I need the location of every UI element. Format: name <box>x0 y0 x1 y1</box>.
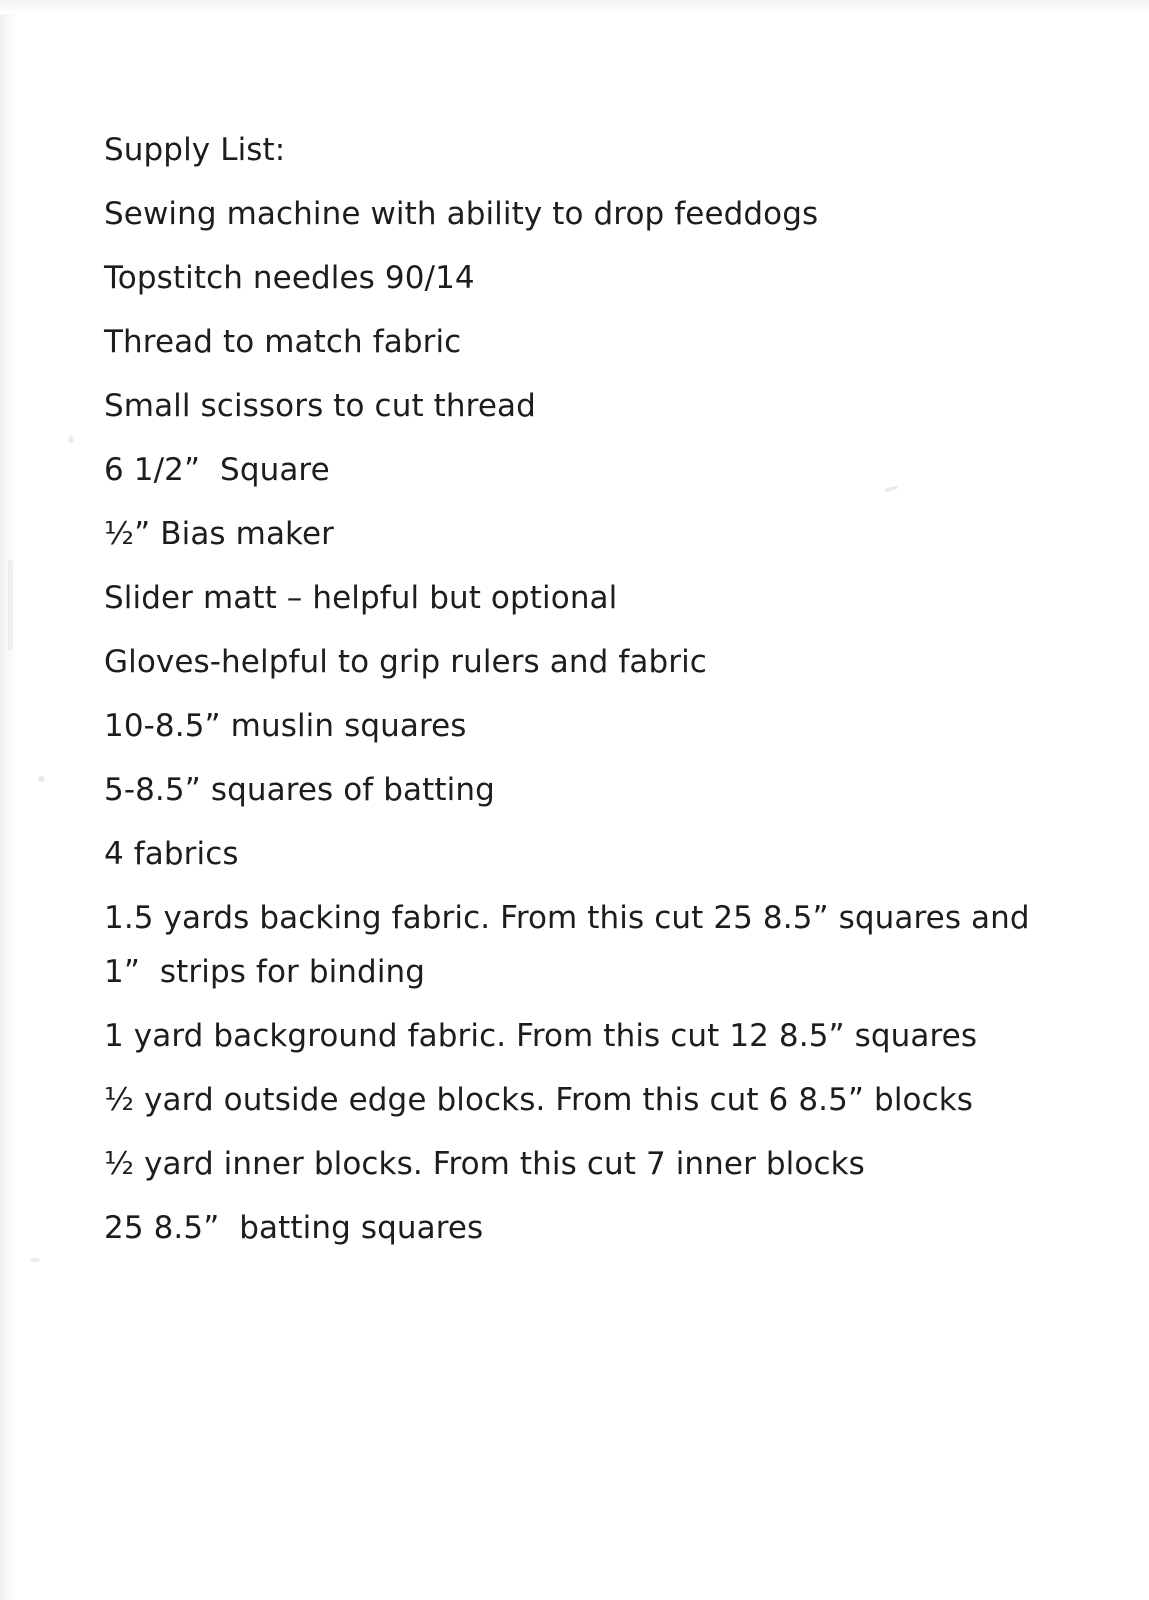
list-item: ½” Bias maker <box>104 516 335 552</box>
scan-streak-icon <box>8 560 13 650</box>
list-item: ½ yard outside edge blocks. From this cut 6 8.5” blocks <box>104 1082 974 1118</box>
scan-speck-icon <box>68 436 74 443</box>
list-item: Gloves-helpful to grip rulers and fabric <box>104 644 707 680</box>
supply-list-text-block <box>104 118 1064 1260</box>
list-item: 1 yard background fabric. From this cut 12 8.5” squares <box>104 1018 978 1054</box>
list-item: 4 fabrics <box>104 836 239 872</box>
list-item: 5-8.5” squares of batting <box>104 772 495 808</box>
list-item: Topstitch needles 90/14 <box>104 260 475 296</box>
list-item: Thread to match fabric <box>104 324 462 360</box>
scan-speck-icon <box>30 1258 40 1262</box>
list-item: 10-8.5” muslin squares <box>104 708 467 744</box>
scan-speck-icon <box>38 776 45 782</box>
page-title: Supply List: <box>104 132 286 168</box>
list-item: ½ yard inner blocks. From this cut 7 inner blocks <box>104 1146 865 1182</box>
list-item: Sewing machine with ability to drop feeddogs <box>104 196 819 232</box>
scan-edge-artifact-left <box>0 0 18 1600</box>
scan-edge-artifact-top <box>0 0 1149 14</box>
list-item: Slider matt – helpful but optional <box>104 580 618 616</box>
list-item: 25 8.5” batting squares <box>104 1210 484 1246</box>
list-item: Small scissors to cut thread <box>104 388 536 424</box>
list-item: 6 1/2” Square <box>104 452 330 488</box>
list-item: 1.5 yards backing fabric. From this cut 25 8.5” squares and 1” strips for binding <box>104 900 1040 990</box>
